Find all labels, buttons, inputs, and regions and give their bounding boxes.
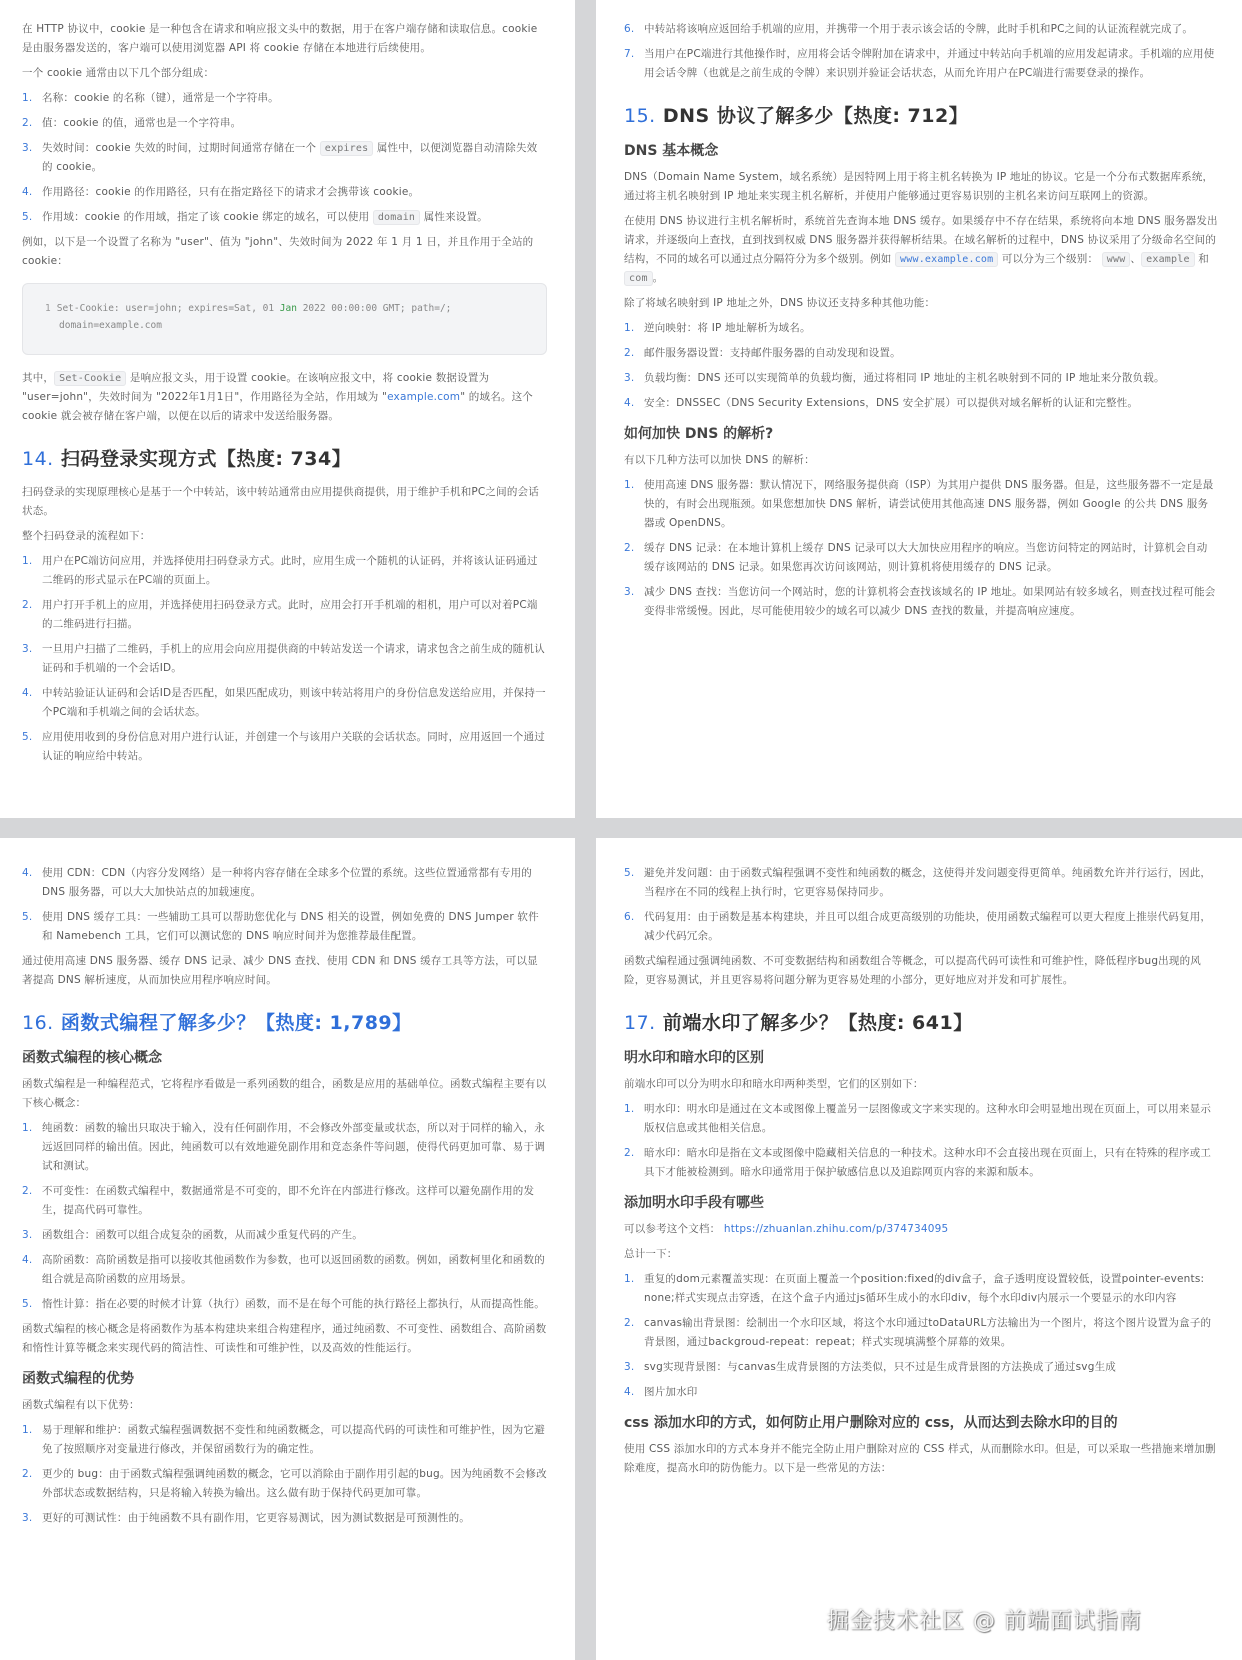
list-number: 5. <box>22 911 33 923</box>
list-number: 1. <box>22 1424 33 1436</box>
list-text: 用户在PC端访问应用，并选择使用扫码登录方式。此时，应用生成一个随机的认证码，并将该认证码通过二维码的形式显示在PC端的页面上。 <box>42 555 538 586</box>
example-intro: 例如，以下是一个设置了名称为 "user"、值为 "john"、失效时间为 2022 年 1 月 1 日，并且作用于全站的 cookie： <box>22 236 534 267</box>
list-item <box>22 208 547 227</box>
list-text: 图片加水印 <box>644 1386 698 1398</box>
css-watermark-intro: 使用 CSS 添加水印的方式本身并不能完全防止用户删除对应的 CSS 样式，从而删除水印。但是，可以采取一些措施来增加删除难度，提高水印的防伪能力。以下是一些常见的方法： <box>624 1443 1216 1474</box>
list-item <box>624 1100 1218 1138</box>
text: 和 <box>1194 253 1209 265</box>
list-number: 4. <box>22 1254 33 1266</box>
list-item <box>624 319 1218 338</box>
list-number: 1. <box>624 1103 635 1115</box>
list-number: 1. <box>22 92 33 104</box>
dns-speed-intro: 有以下几种方法可以加快 DNS 的解析： <box>624 454 815 466</box>
list-text: 更好的可测试性：由于纯函数不具有副作用，它更容易测试，因为测试数据是可预测性的。 <box>42 1512 470 1524</box>
list-item <box>624 1270 1218 1308</box>
section-number: 17. <box>624 1012 656 1034</box>
list-text: 使用 DNS 缓存工具：一些辅助工具可以帮助您优化与 DNS 相关的设置，例如免费的 DNS Jumper 软件和 Namebench 工具，它们可以测试您的 DNS 响应时间并为您推荐最佳配置。 <box>42 911 539 942</box>
fp-advantages-list <box>22 1421 547 1528</box>
list-item <box>624 1314 1218 1352</box>
cookie-parts-intro: 一个 cookie 通常由以下几个部分组成： <box>22 67 215 79</box>
list-text: 减少 DNS 查找：当您访问一个网站时，您的计算机将会查找该域名的 IP 地址。如果网站有较多域名，则查找过程可能会变得非常缓慢。因此，尽可能使用较少的域名可以减少 DNS 查找的数量，并提高响应速度。 <box>644 586 1216 617</box>
list-number: 3. <box>624 1361 635 1373</box>
list-item <box>22 183 547 202</box>
zhihu-reference-link[interactable]: https://zhuanlan.zhihu.com/p/374734095 <box>723 1223 949 1235</box>
inline-code-expires: expires <box>320 141 374 156</box>
list-text: 属性来设置。 <box>420 211 488 223</box>
fp-concepts-list <box>22 1119 547 1314</box>
list-number: 6. <box>624 911 635 923</box>
list-number: 2. <box>624 1147 635 1159</box>
list-text: 重复的dom元素覆盖实现：在页面上覆盖一个position:fixed的div盒子，盒子透明度设置较低，设置pointer-events: none;样式实现点击穿透，在这个盒子内通过js循环生成小的水印div，每个水印div内展示一个要显示的水印内容 <box>644 1273 1205 1304</box>
list-number: 2. <box>624 347 635 359</box>
list-text: 名称：cookie 的名称（键），通常是一个字符串。 <box>42 92 279 104</box>
list-number: 2. <box>22 1185 33 1197</box>
list-item <box>22 139 547 177</box>
list-item <box>22 89 547 108</box>
list-number: 7. <box>624 48 635 60</box>
watermark-methods-list <box>624 1270 1218 1402</box>
list-number: 2. <box>624 542 635 554</box>
code-explanation <box>22 369 547 426</box>
qr-flow-intro: 整个扫码登录的流程如下： <box>22 530 151 542</box>
code-text: 2022 00:00:00 GMT; path=/; <box>296 303 452 314</box>
watermark-diff-intro: 前端水印可以分为明水印和暗水印两种类型，它们的区别如下： <box>624 1078 924 1090</box>
list-text: 缓存 DNS 记录：在本地计算机上缓存 DNS 记录可以大大加快应用程序的响应。当您访问特定的网站时，计算机会自动缓存该网站的 DNS 记录。如果您再次访问该网站，则计算机将使用缓存的 DNS 记录。 <box>644 542 1208 573</box>
list-item <box>22 1295 547 1314</box>
list-item <box>22 1251 547 1289</box>
list-item <box>22 1119 547 1176</box>
dns-func-intro: 除了将域名映射到 IP 地址之外，DNS 协议还支持多种其他功能： <box>624 297 936 309</box>
fp-advantages-intro: 函数式编程有以下优势： <box>22 1399 140 1411</box>
inline-code-com: com <box>624 271 653 286</box>
list-text: 更少的 bug：由于函数式编程强调纯函数的概念，它可以消除由于副作用引起的bug。因为纯函数不会修改外部状态或数据结构，只是将输入转换为输出。这么做有助于保持代码更加可靠。 <box>42 1468 547 1499</box>
list-item <box>22 640 547 678</box>
list-item <box>22 684 547 722</box>
list-item <box>22 596 547 634</box>
list-text: 中转站将该响应返回给手机端的应用，并携带一个用于表示该会话的令牌，此时手机和PC之间的认证流程就完成了。 <box>644 23 1194 35</box>
code-text: Jan <box>279 303 297 314</box>
reference-line <box>624 1220 1218 1239</box>
css-watermark-heading: css 添加水印的方式，如何防止用户删除对应的 css，从而达到去除水印的目的 <box>624 1415 1118 1431</box>
list-number: 1. <box>624 1273 635 1285</box>
list-text: 使用 CDN：CDN（内容分发网络）是一种将内容存储在全球多个位置的系统。这些位置通常都有专用的 DNS 服务器，可以大大加快站点的加载速度。 <box>42 867 532 898</box>
list-number: 4. <box>624 1386 635 1398</box>
list-item <box>22 1182 547 1220</box>
dns-functions-list <box>624 319 1218 413</box>
list-item <box>22 728 547 766</box>
list-item <box>624 864 1218 902</box>
watermark-diff-list <box>624 1100 1218 1182</box>
juejin-watermark-overlay: 掘金技术社区 @ 前端面试指南 <box>827 1609 1142 1634</box>
qr-login-steps-continued <box>624 20 1218 83</box>
dns-speed-list <box>624 476 1218 621</box>
list-number: 5. <box>22 211 33 223</box>
inline-code-example: example <box>1141 252 1195 267</box>
list-number: 1. <box>22 555 33 567</box>
list-number: 3. <box>22 1512 33 1524</box>
list-item <box>22 1226 547 1245</box>
list-item <box>624 583 1218 621</box>
list-number: 2. <box>624 1317 635 1329</box>
list-number: 3. <box>624 372 635 384</box>
code-line-number: 1 <box>45 303 51 314</box>
text: 、 <box>1130 253 1142 265</box>
list-item <box>624 344 1218 363</box>
list-number: 2. <box>22 1468 33 1480</box>
cookie-intro: 在 HTTP 协议中，cookie 是一种包含在请求和响应报文头中的数据，用于在客户端存储和读取信息。cookie 是由服务器发送的，客户端可以使用浏览器 API 将 cookie 存储在本地进行后续使用。 <box>22 23 538 54</box>
code-block[interactable] <box>22 283 547 355</box>
list-item <box>22 1509 547 1528</box>
dns-speed-heading: 如何加快 DNS 的解析? <box>624 426 774 442</box>
section-title: 扫码登录实现方式【热度: 734】 <box>60 448 352 470</box>
list-text: 当用户在PC端进行其他操作时，应用将会话令牌附加在请求中，并通过中转站向手机端的应用发起请求。手机端的应用使用会话令牌（也就是之前生成的令牌）来识别并验证会话状态，从而允许用户在PC端进行需要登录的操作。 <box>644 48 1215 79</box>
list-number: 4. <box>624 397 635 409</box>
list-item <box>624 908 1218 946</box>
section-title: 函数式编程了解多少？【热度: 1,789】 <box>60 1012 412 1034</box>
list-text: 逆向映射：将 IP 地址解析为域名。 <box>644 322 811 334</box>
list-text: 暗水印：暗水印是指在文本或图像中隐藏相关信息的一种技术。这种水印不会直接出现在页面上，只有在特殊的程序或工具下才能被检测到。暗水印通常用于保护敏感信息以及追踪网页内容的来源和版本。 <box>644 1147 1212 1178</box>
code-text: domain=example.com <box>59 320 162 331</box>
list-text: 易于理解和维护：函数式编程强调数据不变性和纯函数概念，可以提高代码的可读性和可维护性，因为它避免了按照顺序对变量进行修改，并保留函数行为的确定性。 <box>42 1424 545 1455</box>
list-text: 应用使用收到的身份信息对用户进行认证，并创建一个与该用户关联的会话状态。同时，应用返回一个通过认证的响应给中转站。 <box>42 731 545 762</box>
list-item <box>624 394 1218 413</box>
list-number: 6. <box>624 23 635 35</box>
list-text: 惰性计算：指在必要的时候才计算（执行）函数，而不是在每个可能的执行路径上都执行，从而提高性能。 <box>42 1298 545 1310</box>
section-14-heading <box>22 444 547 471</box>
list-number: 1. <box>624 479 635 491</box>
list-text: 作用域：cookie 的作用域，指定了该 cookie 绑定的域名，可以使用 <box>42 211 373 223</box>
list-number: 1. <box>624 322 635 334</box>
text: 其中， <box>22 372 55 384</box>
list-text: 失效时间：cookie 失效的时间，过期时间通常存储在一个 <box>42 142 320 154</box>
section-17-heading <box>624 1008 1218 1035</box>
list-number: 3. <box>22 1229 33 1241</box>
text: 是响应报文头，用于设置 cookie。在该响应报文中，将 cookie 数据设置为 "user=john"，失效时间为 "2022年1月1日"，作用路径为全站，作用域为 " <box>22 372 490 403</box>
section-number: 14. <box>22 448 54 470</box>
inline-code-www: www <box>1102 252 1131 267</box>
dns-basic-heading: DNS 基本概念 <box>624 143 719 159</box>
watermark-diff-heading: 明水印和暗水印的区别 <box>624 1050 764 1066</box>
fp-core-heading: 函数式编程的核心概念 <box>22 1050 162 1066</box>
list-item <box>22 1465 547 1503</box>
list-item <box>624 1144 1218 1182</box>
inline-code-domain: domain <box>373 210 420 225</box>
list-number: 2. <box>22 599 33 611</box>
text: " 的域名。这个 cookie 就会被存储在客户端，以便在以后的请求中发送给服务器。 <box>22 391 534 422</box>
list-text: 代码复用：由于函数是基本构建块，并且可以组合成更高级别的功能块，使用函数式编程可以更大程度上推崇代码复用，减少代码冗余。 <box>644 911 1212 942</box>
text: 可以参考这个文档： <box>624 1223 721 1235</box>
dns-speed-summary: 通过使用高速 DNS 服务器、缓存 DNS 记录、减少 DNS 查找、使用 CDN 和 DNS 缓存工具等方法，可以显著提高 DNS 解析速度，从而加快应用程序响应时间。 <box>22 955 538 986</box>
list-text: 一旦用户扫描了二维码，手机上的应用会向应用提供商的中转站发送一个请求，请求包含之前生成的随机认证码和手机端的一个会话ID。 <box>42 643 545 674</box>
watermark-methods-heading: 添加明水印手段有哪些 <box>624 1195 764 1211</box>
list-item <box>624 45 1218 83</box>
cookie-parts-list <box>22 89 547 227</box>
list-number: 5. <box>22 731 33 743</box>
document-page-top-left <box>0 0 575 818</box>
section-title: 前端水印了解多少？【热度: 641】 <box>662 1012 973 1034</box>
dns-basic-p2 <box>624 212 1218 288</box>
qr-login-steps <box>22 552 547 766</box>
list-number: 3. <box>624 586 635 598</box>
fp-advantages-list-continued <box>624 864 1218 946</box>
list-text: 负载均衡：DNS 还可以实现简单的负载均衡，通过将相同 IP 地址的主机名映射到不同的 IP 地址来分散负载。 <box>644 372 1165 384</box>
section-number: 15. <box>624 105 656 127</box>
document-page-bottom-right <box>596 838 1242 1660</box>
fp-advantages-heading: 函数式编程的优势 <box>22 1371 134 1387</box>
list-text: 纯函数：函数的输出只取决于输入，没有任何副作用，不会修改外部变量或状态，所以对于同样的输入，永远返回同样的输出值。因此，纯函数可以有效地避免副作用和竞态条件等问题，使得代码更加可靠、易于调试和测试。 <box>42 1122 545 1172</box>
list-number: 5. <box>624 867 635 879</box>
fp-core-summary: 函数式编程的核心概念是将函数作为基本构建块来组合构建程序，通过纯函数、不可变性、函数组合、高阶函数和惰性计算等概念来实现代码的简洁性、可读性和可维护性，以及高效的性能运行。 <box>22 1323 547 1354</box>
section-title: DNS 协议了解多少【热度: 712】 <box>662 105 969 127</box>
list-number: 4. <box>22 186 33 198</box>
list-item <box>624 20 1218 39</box>
inline-code-set-cookie: Set-Cookie <box>54 371 126 386</box>
dns-basic-p1: DNS（Domain Name System，域名系统）是因特网上用于将主机名转换为 IP 地址的协议。它是一个分布式数据库系统，通过将主机名映射到 IP 地址来实现主机名解析，并使用户能够通过更容易识别的主机名来访问互联网上的资源。 <box>624 171 1214 202</box>
list-number: 4. <box>22 687 33 699</box>
inline-code-www-example-com[interactable]: www.example.com <box>895 252 998 267</box>
section-15-heading <box>624 101 1218 128</box>
list-item <box>22 908 547 946</box>
list-item <box>22 114 547 133</box>
list-text: 属性中，以便浏览器自动清除失效的 cookie。 <box>42 142 538 173</box>
document-page-top-right <box>596 0 1242 818</box>
list-item <box>624 1358 1218 1377</box>
list-item <box>22 864 547 902</box>
list-number: 1. <box>22 1122 33 1134</box>
list-text: 使用高速 DNS 服务器：默认情况下，网络服务提供商（ISP）为其用户提供 DNS 服务器。但是，这些服务器不一定是最快的，有时会出现瓶颈。如果您想加快 DNS 解析，请尝试使用其他高速 DNS 服务器，例如 Google 的公共 DNS 服务器或 OpenDNS。 <box>644 479 1214 529</box>
list-text: 用户打开手机上的应用，并选择使用扫码登录方式。此时，应用会打开手机端的相机，用户可以对着PC端的二维码进行扫描。 <box>42 599 538 630</box>
list-text: 明水印：明水印是通过在文本或图像上覆盖另一层图像或文字来实现的。这种水印会明显地出现在页面上，可以用来显示版权信息或其他相关信息。 <box>644 1103 1212 1134</box>
list-number: 2. <box>22 117 33 129</box>
section-number: 16. <box>22 1012 54 1034</box>
list-number: 4. <box>22 867 33 879</box>
text: 可以分为三个级别： <box>998 253 1099 265</box>
list-item <box>624 539 1218 577</box>
dns-speed-list-continued <box>22 864 547 946</box>
list-number: 3. <box>22 643 33 655</box>
list-text: svg实现背景图：与canvas生成背景图的方法类似，只不过是生成背景图的方法换成了通过svg生成 <box>644 1361 1116 1373</box>
text: 在使用 DNS 协议进行主机名解析时，系统首先查询本地 DNS 缓存。如果缓存中不存在结果，系统将向本地 DNS 服务器发出请求，并逐级向上查找，直到找到权威 DNS 服务器并获得解析结果。在域名解析的过程中，DNS 协议采用了分级命名空间的结构，不同的域名可以通过点分隔符分为多个级别。例如 <box>624 215 1218 265</box>
fp-core-intro: 函数式编程是一种编程范式，它将程序看做是一系列函数的组合，函数是应用的基础单位。函数式编程主要有以下核心概念： <box>22 1078 547 1109</box>
document-page-bottom-left <box>0 838 575 1660</box>
list-text: 不可变性：在函数式编程中，数据通常是不可变的，即不允许在内部进行修改。这样可以避免副作用的发生，提高代码可靠性。 <box>42 1185 535 1216</box>
list-item <box>624 1383 1218 1402</box>
list-item <box>624 476 1218 533</box>
list-text: 函数组合：函数可以组合成复杂的函数，从而减少重复代码的产生。 <box>42 1229 363 1241</box>
list-text: 中转站验证认证码和会话ID是否匹配，如果匹配成功，则该中转站将用户的身份信息发送给应用，并保持一个PC端和手机端之间的会话状态。 <box>42 687 546 718</box>
fp-advantages-summary: 函数式编程通过强调纯函数、不可变数据结构和函数组合等概念，可以提高代码可读性和可维护性，降低程序bug出现的风险，更容易测试，并且更容易将问题分解为更容易处理的小部分，更好地应对并发和可扩展性。 <box>624 955 1201 986</box>
list-item <box>22 1421 547 1459</box>
example-com-link[interactable]: example.com <box>387 391 461 403</box>
list-text: 值：cookie 的值，通常也是一个字符串。 <box>42 117 242 129</box>
list-item <box>22 552 547 590</box>
list-text: 避免并发问题：由于函数式编程强调不变性和纯函数的概念，这使得并发问题变得更简单。纯函数允许并行运行，因此，当程序在不同的线程上执行时，它更容易保持同步。 <box>644 867 1212 898</box>
list-text: 作用路径：cookie 的作用路径，只有在指定路径下的请求才会携带该 cookie。 <box>42 186 420 198</box>
section-16-heading <box>22 1008 547 1035</box>
list-text: 安全：DNSSEC（DNS Security Extensions，DNS 安全扩展）可以提供对域名解析的认证和完整性。 <box>644 397 1139 409</box>
list-text: 邮件服务器设置：支持邮件服务器的自动发现和设置。 <box>644 347 901 359</box>
text: 。 <box>652 272 664 284</box>
list-number: 3. <box>22 142 33 154</box>
list-item <box>624 369 1218 388</box>
summary-label: 总计一下： <box>624 1248 678 1260</box>
list-number: 5. <box>22 1298 33 1310</box>
list-text: 高阶函数：高阶函数是指可以接收其他函数作为参数，也可以返回函数的函数。例如，函数柯里化和函数的组合就是高阶函数的应用场景。 <box>42 1254 545 1285</box>
qr-login-intro: 扫码登录的实现原理核心是基于一个中转站，该中转站通常由应用提供商提供，用于维护手机和PC之间的会话状态。 <box>22 486 539 517</box>
code-text: Set-Cookie: user=john; expires=Sat, 01 <box>56 303 280 314</box>
list-text: canvas输出背景图：绘制出一个水印区域，将这个水印通过toDataURL方法输出为一个图片，将这个图片设置为盒子的背景图，通过backgroud-repeat：repeat；样式实现填满整个屏幕的效果。 <box>644 1317 1212 1348</box>
